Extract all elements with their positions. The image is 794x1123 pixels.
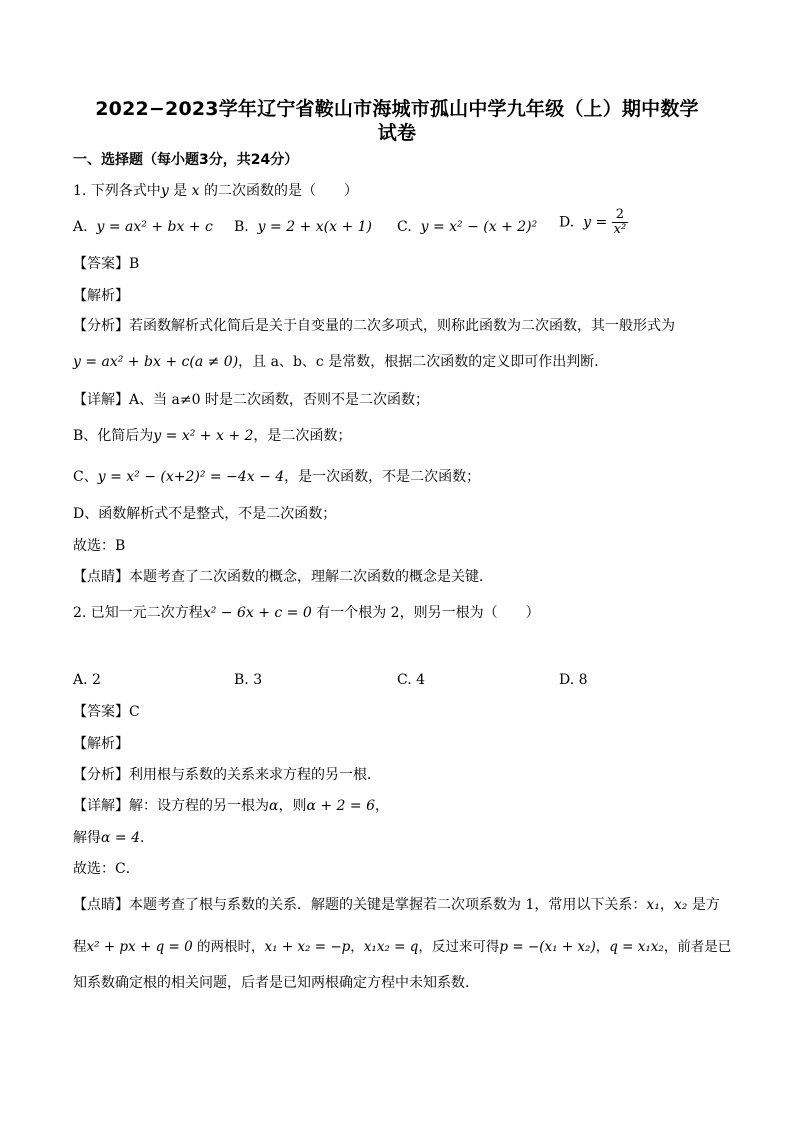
q1-detail-b bbox=[73, 426, 351, 446]
document-title-line2: 试卷 bbox=[377, 122, 417, 144]
q1-stem-y: y bbox=[160, 183, 169, 199]
q2-comment-l2-r2: q = x₁x₂ bbox=[609, 939, 664, 955]
q2-comment-l2-b: 的两根时， bbox=[192, 939, 265, 955]
q1-option-b-label: B. bbox=[234, 219, 249, 235]
document-title-line1: 2022−2023学年辽宁省鞍山市海城市孤山中学九年级（上）期中数学 bbox=[95, 98, 699, 120]
q1-detail-c bbox=[73, 467, 480, 487]
q1-fenxi bbox=[73, 316, 675, 336]
q2-comment-l1-x1: x₁ bbox=[646, 897, 660, 913]
q1-detail-b-prefix: B、化简后为 bbox=[73, 428, 154, 444]
q1-comment-text: 本题考查了二次函数的概念，理解二次函数的概念是关键． bbox=[129, 569, 493, 585]
section-heading: 一、选择题（每小题3分，共24分） bbox=[73, 152, 299, 168]
q2-fenxi bbox=[73, 765, 381, 785]
q1-option-a-expr: y = ax² + bx + c bbox=[96, 219, 213, 235]
q2-detail-text1: 解：设方程的另一根为 bbox=[129, 798, 269, 814]
q1-choose: 故选：B bbox=[73, 538, 126, 554]
q1-detail-a-text: A、当 a≠0 时是二次函数，否则不是二次函数； bbox=[129, 392, 429, 408]
q2-answer-tag: 【答案】 bbox=[73, 704, 129, 720]
q2-option-b: B. 3 bbox=[234, 672, 263, 688]
q2-choose: 故选：C． bbox=[73, 861, 140, 877]
q2-answer bbox=[73, 702, 140, 722]
q1-stem-prefix: 1. 下列各式中 bbox=[73, 183, 161, 199]
q1-option-d-denominator: x² bbox=[613, 222, 627, 237]
q1-detail-c-prefix: C、 bbox=[73, 469, 98, 485]
q2-detail-tag: 【详解】 bbox=[73, 798, 129, 814]
q2-option-c: C. 4 bbox=[397, 672, 426, 688]
q1-stem-mid: 是 bbox=[168, 183, 192, 199]
q1-detail-d: D、函数解析式不是整式，不是二次函数； bbox=[73, 506, 337, 522]
q1-detail-c-formula: y = x² − (x+2)² = −4x − 4 bbox=[97, 469, 285, 485]
q1-option-a-label: A. bbox=[73, 219, 88, 235]
q1-option-b bbox=[234, 217, 372, 237]
q1-fenxi-text2: ，且 a、b、c 是常数，根据二次函数的定义即可作出判断． bbox=[238, 354, 609, 370]
q2-analysis-tag: 【解析】 bbox=[73, 736, 129, 752]
q2-comment-line2 bbox=[73, 937, 731, 957]
q1-fenxi-line2 bbox=[73, 352, 608, 372]
q1-option-d-numerator: 2 bbox=[612, 208, 629, 223]
q1-detail-c-suffix: ，是一次函数，不是二次函数； bbox=[284, 469, 481, 485]
q2-comment-l2-c: ， bbox=[350, 939, 364, 955]
q2-stem-prefix: 2. 已知一元二次方程 bbox=[73, 605, 203, 621]
q2-comment-l1-b: 是方 bbox=[687, 897, 720, 913]
q2-detail-text2: ，则 bbox=[278, 798, 307, 814]
q2-comment-l2-d: ，反过来可得 bbox=[418, 939, 500, 955]
q2-stem bbox=[73, 603, 540, 623]
q2-option-d: D. 8 bbox=[559, 672, 588, 688]
q1-comment-tag: 【点睛】 bbox=[73, 569, 129, 585]
q1-analysis-tag: 【解析】 bbox=[73, 288, 129, 304]
q1-detail-b-formula: y = x² + x + 2 bbox=[153, 428, 254, 444]
q1-fenxi-tag: 【分析】 bbox=[73, 318, 129, 334]
q2-comment-l2-product: x₁x₂ = q bbox=[363, 939, 419, 955]
q2-option-a: A. 2 bbox=[73, 672, 101, 688]
q1-answer-tag: 【答案】 bbox=[73, 256, 129, 272]
q2-fenxi-tag: 【分析】 bbox=[73, 767, 129, 783]
q2-solve-prefix: 解得 bbox=[73, 830, 101, 846]
q1-detail-tag: 【详解】 bbox=[73, 392, 129, 408]
q1-option-d-fraction bbox=[612, 208, 629, 237]
q2-comment-l2-eq: x² + px + q = 0 bbox=[86, 939, 193, 955]
q1-option-a bbox=[73, 217, 213, 237]
q2-comment-l1-sep: ， bbox=[659, 897, 674, 913]
q2-stem-suffix: 有一个根为 2，则另一根为（ ） bbox=[311, 605, 540, 621]
q1-stem-x: x bbox=[191, 183, 200, 199]
q1-stem-suffix: 的二次函数的是（ ） bbox=[199, 183, 358, 199]
q2-solve-eq: α = 4 bbox=[101, 830, 140, 846]
q2-comment-l2-f: ，前者是已 bbox=[663, 939, 732, 955]
q2-comment-line1 bbox=[73, 895, 720, 915]
q2-comment-l2-r1: p = −(x₁ + x₂) bbox=[499, 939, 596, 955]
q2-comment-tag: 【点睛】 bbox=[73, 897, 129, 913]
q2-detail-text3: ， bbox=[375, 798, 389, 814]
q2-comment-l2-e: ， bbox=[595, 939, 610, 955]
q1-fenxi-formula: y = ax² + bx + c(a ≠ 0) bbox=[73, 354, 239, 370]
q1-comment bbox=[73, 567, 493, 587]
q1-option-d-lhs: y = bbox=[583, 214, 608, 231]
q1-option-d bbox=[559, 208, 628, 237]
q2-solve bbox=[73, 828, 154, 848]
q1-option-d-label: D. bbox=[559, 214, 575, 231]
q2-detail-eq: α + 2 = 6 bbox=[306, 798, 375, 814]
q2-detail-alpha: α bbox=[269, 798, 279, 814]
q1-fenxi-text: 若函数解析式化简后是关于自变量的二次多项式，则称此函数为二次函数，其一般形式为 bbox=[129, 318, 675, 334]
q1-stem bbox=[73, 181, 358, 201]
q1-option-c-expr: y = x² − (x + 2)² bbox=[420, 219, 538, 235]
q1-detail-b-suffix: ，是二次函数； bbox=[253, 428, 352, 444]
q2-detail bbox=[73, 796, 389, 816]
q2-stem-formula: x² − 6x + c = 0 bbox=[202, 605, 312, 621]
q1-option-c-label: C. bbox=[397, 219, 412, 235]
q2-comment-line3: 知系数确定根的相关问题，后者是已知两根确定方程中未知系数． bbox=[73, 975, 479, 991]
q1-option-b-expr: y = 2 + x(x + 1) bbox=[257, 219, 372, 235]
q2-solve-suffix: ． bbox=[140, 830, 154, 846]
q1-option-c bbox=[397, 217, 537, 237]
q2-comment-l1-x2: x₂ bbox=[673, 897, 688, 913]
q2-comment-l2-sum: x₁ + x₂ = −p bbox=[264, 939, 351, 955]
q1-answer bbox=[73, 254, 139, 274]
q1-answer-value: B bbox=[129, 256, 140, 272]
q2-fenxi-text: 利用根与系数的关系来求方程的另一根． bbox=[129, 767, 381, 783]
q2-comment-l1-a: 本题考查了根与系数的关系．解题的关键是掌握若二次项系数为 1，常用以下关系： bbox=[129, 897, 647, 913]
q1-detail-a bbox=[73, 390, 429, 410]
q2-answer-value: C bbox=[129, 704, 140, 720]
q2-comment-l2-a: 程 bbox=[73, 939, 87, 955]
